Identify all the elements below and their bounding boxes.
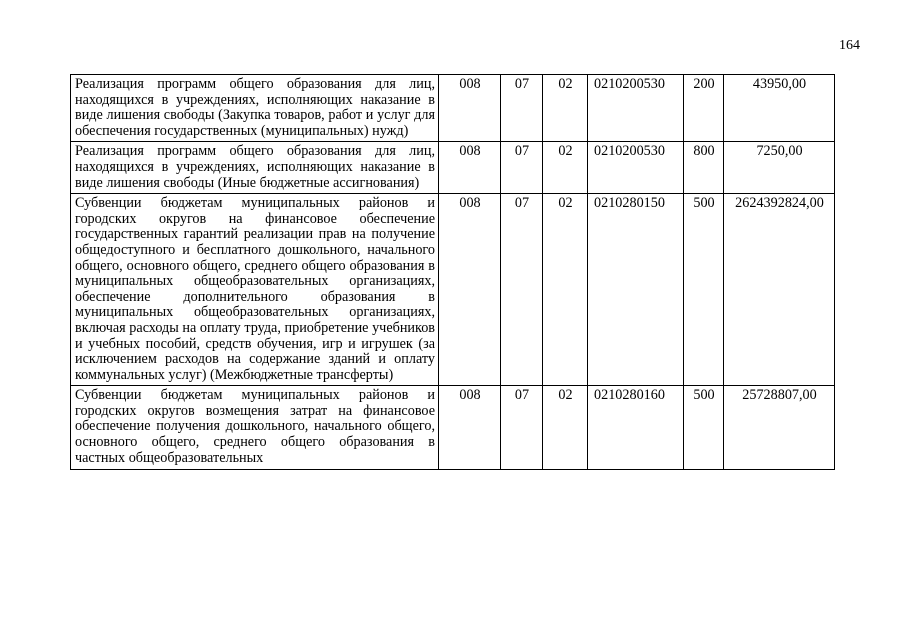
ministry-code: 008 (439, 142, 501, 194)
section-code: 07 (501, 194, 543, 386)
table-row (71, 75, 835, 142)
subsection-code: 02 (543, 386, 588, 470)
row-description: Реализация программ общего образования для лиц, находящихся в учреждениях, исполняющих наказание в виде лишения свободы (Закупка товаров, работ и услуг для обеспечения государственных (муниципальных) нужд) (71, 75, 439, 142)
amount: 2624392824,00 (724, 194, 835, 386)
row-description: Реализация программ общего образования для лиц, находящихся в учреждениях, исполняющих наказание в виде лишения свободы (Иные бюджетные ассигнования) (71, 142, 439, 194)
expense-type-code: 500 (684, 386, 724, 470)
ministry-code: 008 (439, 386, 501, 470)
section-code: 07 (501, 386, 543, 470)
table-row (71, 386, 835, 470)
subsection-code: 02 (543, 194, 588, 386)
amount: 43950,00 (724, 75, 835, 142)
row-description: Субвенции бюджетам муниципальных районов и городских округов на финансовое обеспечение государственных гарантий реализации прав на получение общедоступного и бесплатного дошкольного, начального общего, основного общего, среднего общего образования в муниципальных общеобразовательных организациях, обеспечение дополнительного образования в муниципальных общеобразовательных организациях, включая расходы на оплату труда, приобретение учебников и учебных пособий, средств обучения, игр и игрушек (за исключением расходов на содержание зданий и оплату коммунальных услуг) (Межбюджетные трансферты) (71, 194, 439, 386)
subsection-code: 02 (543, 142, 588, 194)
section-code: 07 (501, 142, 543, 194)
expense-type-code: 200 (684, 75, 724, 142)
table-row (71, 194, 835, 386)
amount: 25728807,00 (724, 386, 835, 470)
target-article-code: 0210200530 (588, 142, 684, 194)
table-row (71, 142, 835, 194)
section-code: 07 (501, 75, 543, 142)
ministry-code: 008 (439, 194, 501, 386)
subsection-code: 02 (543, 75, 588, 142)
target-article-code: 0210280160 (588, 386, 684, 470)
row-description (71, 386, 439, 470)
page-number: 164 (839, 38, 860, 53)
amount: 7250,00 (724, 142, 835, 194)
expense-type-code: 500 (684, 194, 724, 386)
budget-table (70, 74, 835, 470)
target-article-code: 0210200530 (588, 75, 684, 142)
expense-type-code: 800 (684, 142, 724, 194)
target-article-code: 0210280150 (588, 194, 684, 386)
ministry-code: 008 (439, 75, 501, 142)
row-description-text: Субвенции бюджетам муниципальных районов и городских округов возмещения затрат на финансовое обеспечение получения дошкольного, начального общего, основного общего, среднего общего образования в частных общеобразовательных (75, 388, 435, 466)
